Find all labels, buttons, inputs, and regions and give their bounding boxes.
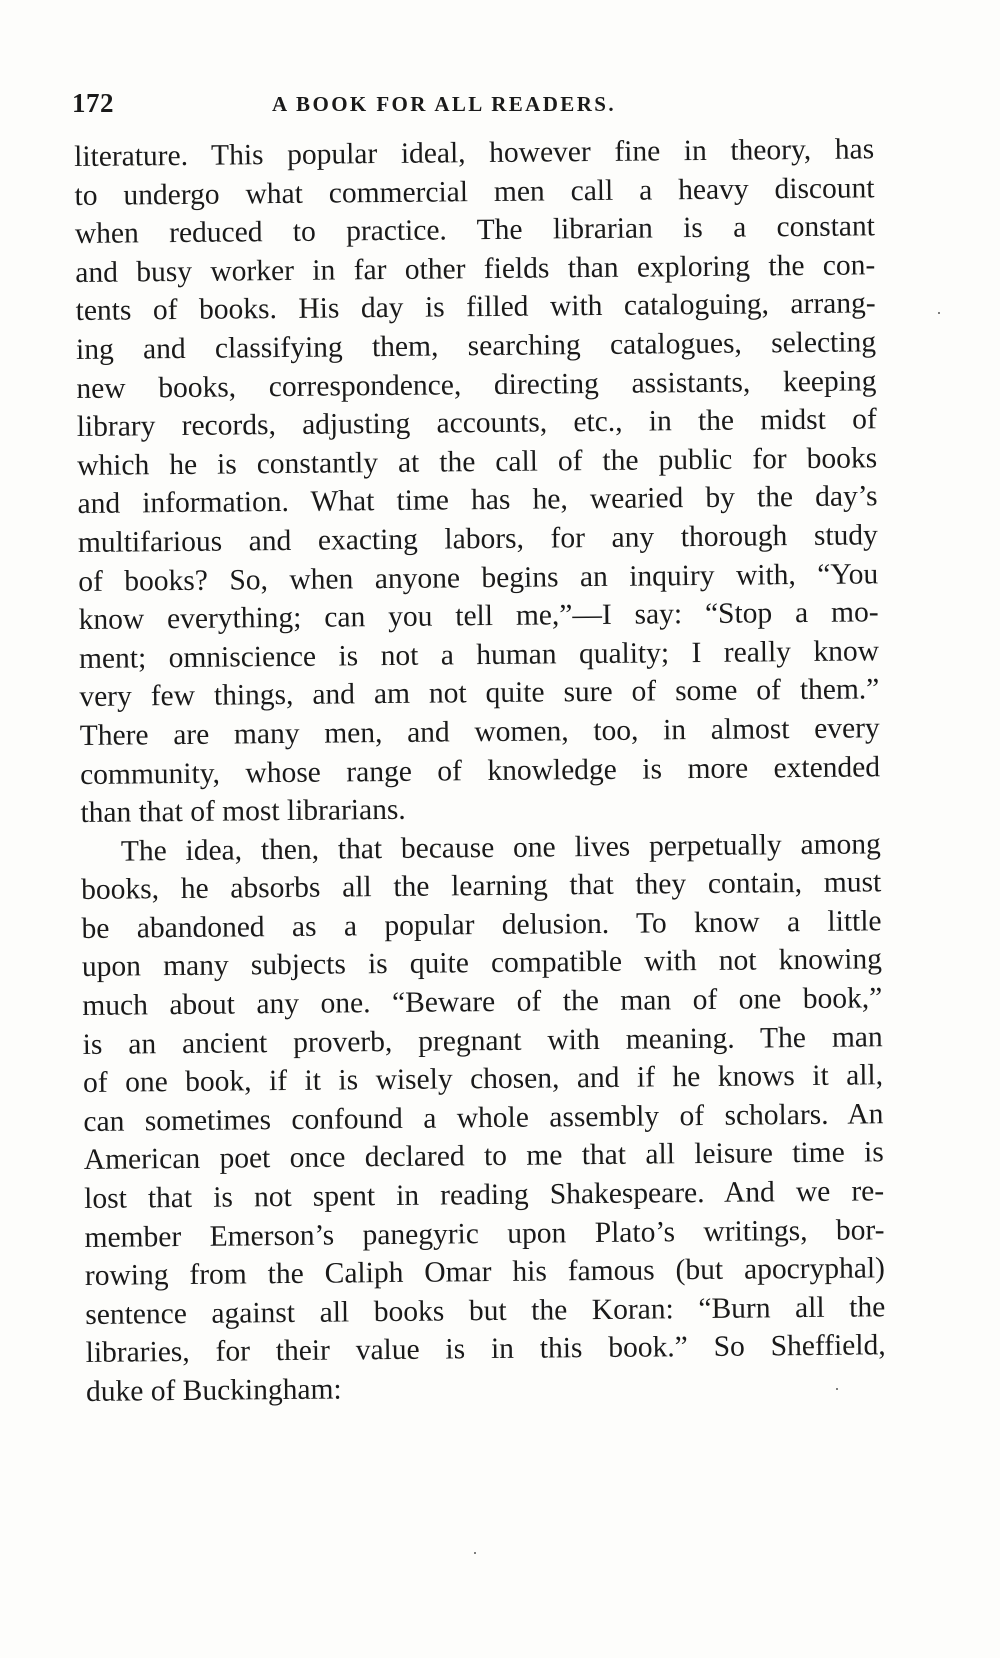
text-line: There are many men, and women, too, in almost every — [79, 712, 880, 752]
text-line: books, he absorbs all the learning that they contain, must — [81, 866, 882, 907]
paper-speck — [836, 1388, 838, 1390]
text-line: much about any one. “Beware of the man of one book,” — [82, 982, 883, 1023]
text-line: ing and classifying them, searching catalogues, selecting — [75, 326, 877, 366]
paper-speck — [474, 1552, 476, 1554]
text-line: literature. This popular ideal, however fine in theory, has — [74, 133, 875, 173]
text-line: duke of Buckingham: — [85, 1373, 342, 1408]
paragraph-1 — [74, 130, 881, 832]
text-line: American poet once declared to me that all leisure time is — [83, 1136, 884, 1177]
text-line: be abandoned as a popular delusion. To know a little — [81, 905, 882, 945]
text-line: when reduced to practice. The librarian is a constant — [74, 210, 876, 251]
text-line: member Emerson’s panegyric upon Plato’s writings, bor- — [84, 1213, 885, 1254]
running-head: A BOOK FOR ALL READERS. — [272, 92, 617, 116]
page-number: 172 — [72, 88, 114, 118]
body-text — [74, 130, 888, 1558]
text-line: rowing from the Caliph Omar his famous (but apocryphal) — [84, 1252, 886, 1293]
text-line: which he is constantly at the call of the public for books — [76, 442, 878, 482]
text-line: and information. What time has he, wearied by the day’s — [77, 480, 878, 521]
page-header — [72, 88, 942, 128]
text-line: of one book, if it is wisely chosen, and if he knows it all, — [82, 1059, 884, 1100]
text-line: new books, correspondence, directing assistants, keeping — [76, 364, 877, 405]
text-line: know everything; can you tell me,”—I say: “Stop a mo- — [78, 596, 879, 637]
text-line: is an ancient proverb, pregnant with meaning. The man — [82, 1020, 883, 1061]
paper-speck — [938, 312, 940, 314]
text-line: sentence against all books but the Koran: “Burn all the — [85, 1291, 886, 1331]
text-line: very few things, and am not quite sure of some of them.” — [79, 673, 880, 714]
text-line: can sometimes confound a whole assembly of scholars. An — [83, 1098, 884, 1138]
text-line: library records, adjusting accounts, etc., in the midst of — [76, 403, 877, 444]
text-line: of books? So, when anyone begins an inquiry with, “You — [78, 557, 879, 598]
paragraph-2 — [81, 825, 887, 1412]
text-line: The idea, then, that because one lives perpetually among — [120, 827, 881, 868]
text-line: libraries, for their value is in this book.” So Sheffield, — [85, 1329, 886, 1370]
text-line: to undergo what commercial men call a heavy discount — [74, 171, 875, 212]
text-line: ment; omniscience is not a human quality; I really know — [78, 635, 880, 675]
text-line: than that of most librarians. — [80, 793, 406, 830]
text-line: upon many subjects is quite compatible with not knowing — [81, 943, 883, 984]
text-line: lost that is not spent in reading Shakespeare. And we re- — [84, 1175, 885, 1215]
text-line: and busy worker in far other fields than exploring the con- — [75, 249, 876, 289]
text-line: multifarious and exacting labors, for any thorough study — [77, 519, 879, 559]
text-line: community, whose range of knowledge is more extended — [79, 750, 881, 791]
text-line: tents of books. His day is filled with cataloguing, arrang- — [75, 287, 876, 328]
